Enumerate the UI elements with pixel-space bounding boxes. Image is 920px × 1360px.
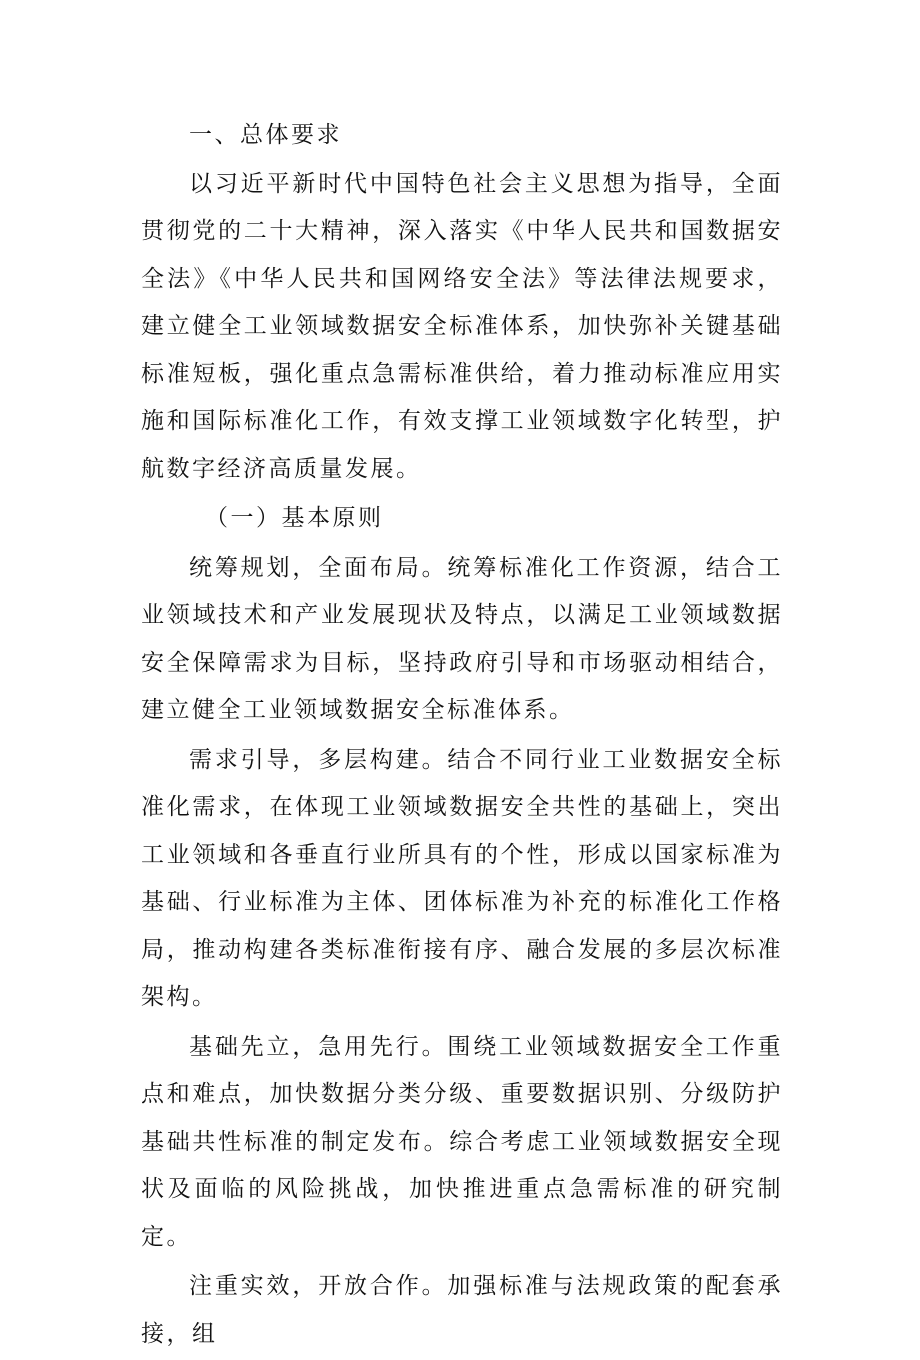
intro-paragraph: 以习近平新时代中国特色社会主义思想为指导，全面贯彻党的二十大精神，深入落实《中华人民共和国数据安全法》《中华人民共和国网络安全法》等法律法规要求，建立健全工业领域数据安全标准体系，加快弥补关键基础标准短板，强化重点急需标准供给，着力推动标准应用实施和国际标准化工作，有效支撑工业领域数字化转型，护航数字经济高质量发展。 <box>141 170 783 482</box>
principle-paragraph-4: 注重实效，开放合作。加强标准与法规政策的配套承接，组 <box>141 1273 783 1347</box>
principle-paragraph-3: 基础先立，急用先行。围绕工业领域数据安全工作重点和难点，加快数据分类分级、重要数据识别、分级防护基础共性标准的制定发布。综合考虑工业领域数据安全现状及面临的风险挑战，加快推进重点急需标准的研究制定。 <box>141 1033 783 1250</box>
principle-paragraph-1: 统筹规划，全面布局。统筹标准化工作资源，结合工业领域技术和产业发展现状及特点，以满足工业领域数据安全保障需求为目标，坚持政府引导和市场驱动相结合，建立健全工业领域数据安全标准体系。 <box>141 554 783 723</box>
document-body <box>141 112 783 1360</box>
section-heading: 一、总体要求 <box>189 122 342 148</box>
principle-paragraph-2: 需求引导，多层构建。结合不同行业工业数据安全标准化需求，在体现工业领域数据安全共性的基础上，突出工业领域和各垂直行业所具有的个性，形成以国家标准为基础、行业标准为主体、团体标准为补充的标准化工作格局，推动构建各类标准衔接有序、融合发展的多层次标准架构。 <box>141 746 783 1010</box>
subsection-heading: （一）基本原则 <box>205 505 384 531</box>
